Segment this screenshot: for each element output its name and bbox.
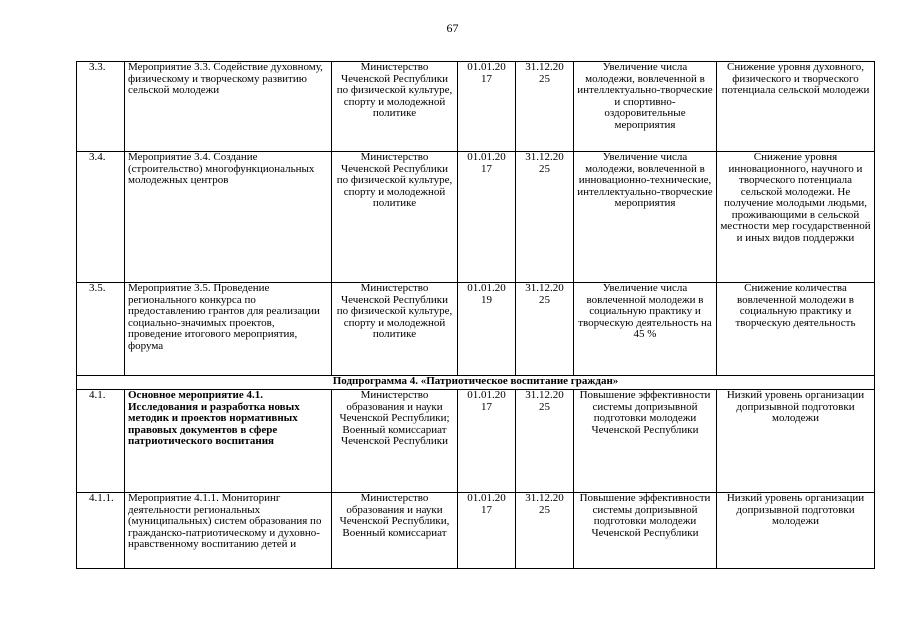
measure-title: Основное мероприятие 4.1. Исследования и разработка новых методик и проектов нормативных правовых документов в сфере патриотического воспитания [125, 390, 332, 493]
table-row [77, 152, 875, 283]
table-row [77, 493, 875, 569]
measure-result: Увеличение числа вовлеченной молодежи в социальную практику и творческую деятельность на 45 % [574, 283, 717, 376]
measure-title: Мероприятие 3.3. Содействие духовному, физическому и творческому развитию сельской молодежи [125, 62, 332, 152]
measure-title: Мероприятие 3.4. Создание (строительство) многофункциональных молодежных центров [125, 152, 332, 283]
measure-consequences: Низкий уровень организации допризывной подготовки молодежи [717, 390, 875, 493]
measure-result: Увеличение числа молодежи, вовлеченной в интеллектуально-творческие и спортивно-оздоровительные мероприятия [574, 62, 717, 152]
measure-consequences: Снижение уровня духовного, физического и творческого потенциала сельской молодежи [717, 62, 875, 152]
measure-executor: Министерство образования и науки Чеченской Республики, Военный комиссариат [339, 493, 450, 539]
measure-end-date: 31.12.20 25 [516, 493, 574, 569]
measure-executor: Министерство Чеченской Республики по физической культуре, спорту и молодежной политике [332, 283, 458, 376]
measure-start-date: 01.01.20 17 [458, 152, 516, 283]
measure-end-date: 31.12.20 25 [516, 390, 574, 493]
measure-start-date: 01.01.20 17 [458, 493, 516, 569]
measure-executor: Министерство Чеченской Республики по физической культуре, спорту и молодежной политике [332, 62, 458, 152]
subprogram-header-row [77, 376, 875, 390]
measure-executor: Министерство Чеченской Республики по физической культуре, спорту и молодежной политике [332, 152, 458, 283]
row-number: 3.4. [77, 152, 125, 283]
measure-consequences: Снижение количества вовлеченной молодежи в социальную практику и творческую деятельность [717, 283, 875, 376]
measure-consequences: Снижение уровня инновационного, научного и творческого потенциала сельской молодежи. Не получение молодыми людьми, проживающими в сельской местности мер государственной и иных видов поддержки [717, 152, 875, 283]
measure-result: Повышение эффективности системы допризывной подготовки молодежи Чеченской Республики [574, 390, 717, 493]
measure-consequences: Низкий уровень организации допризывной подготовки молодежи [717, 493, 875, 569]
measure-start-date: 01.01.20 17 [458, 62, 516, 152]
table-row [77, 283, 875, 376]
measure-executor: Министерство образования и науки Чеченской Республики; Военный комиссариат Чеченской Республики [332, 390, 458, 493]
measure-title: Мероприятие 4.1.1. Мониторинг деятельности региональных (муниципальных) систем образования по гражданско-патриотическому и духовно-нравственному воспитанию детей и [128, 493, 322, 550]
table-row [77, 62, 875, 152]
table-row [77, 390, 875, 493]
measure-title: Мероприятие 3.5. Проведение регионального конкурса по предоставлению грантов для реализации социально-значимых проектов, проведение итогового мероприятия, форума [125, 283, 332, 376]
row-number: 3.3. [77, 62, 125, 152]
row-number: 3.5. [77, 283, 125, 376]
measure-end-date: 31.12.20 25 [516, 62, 574, 152]
subprogram-header: Подпрограмма 4. «Патриотическое воспитание граждан» [77, 376, 875, 390]
measure-start-date: 01.01.20 17 [458, 390, 516, 493]
row-number: 4.1. [77, 390, 125, 493]
measure-start-date: 01.01.20 19 [458, 283, 516, 376]
measure-end-date: 31.12.20 25 [516, 283, 574, 376]
measures-table [76, 61, 875, 569]
measure-end-date: 31.12.20 25 [516, 152, 574, 283]
measure-result: Увеличение числа молодежи, вовлеченной в инновационно-технические, интеллектуально-творческие мероприятия [574, 152, 717, 283]
page-number: 67 [446, 21, 459, 35]
measure-result: Повышение эффективности системы допризывной подготовки молодежи Чеченской Республики [574, 493, 717, 569]
row-number: 4.1.1. [77, 493, 125, 569]
